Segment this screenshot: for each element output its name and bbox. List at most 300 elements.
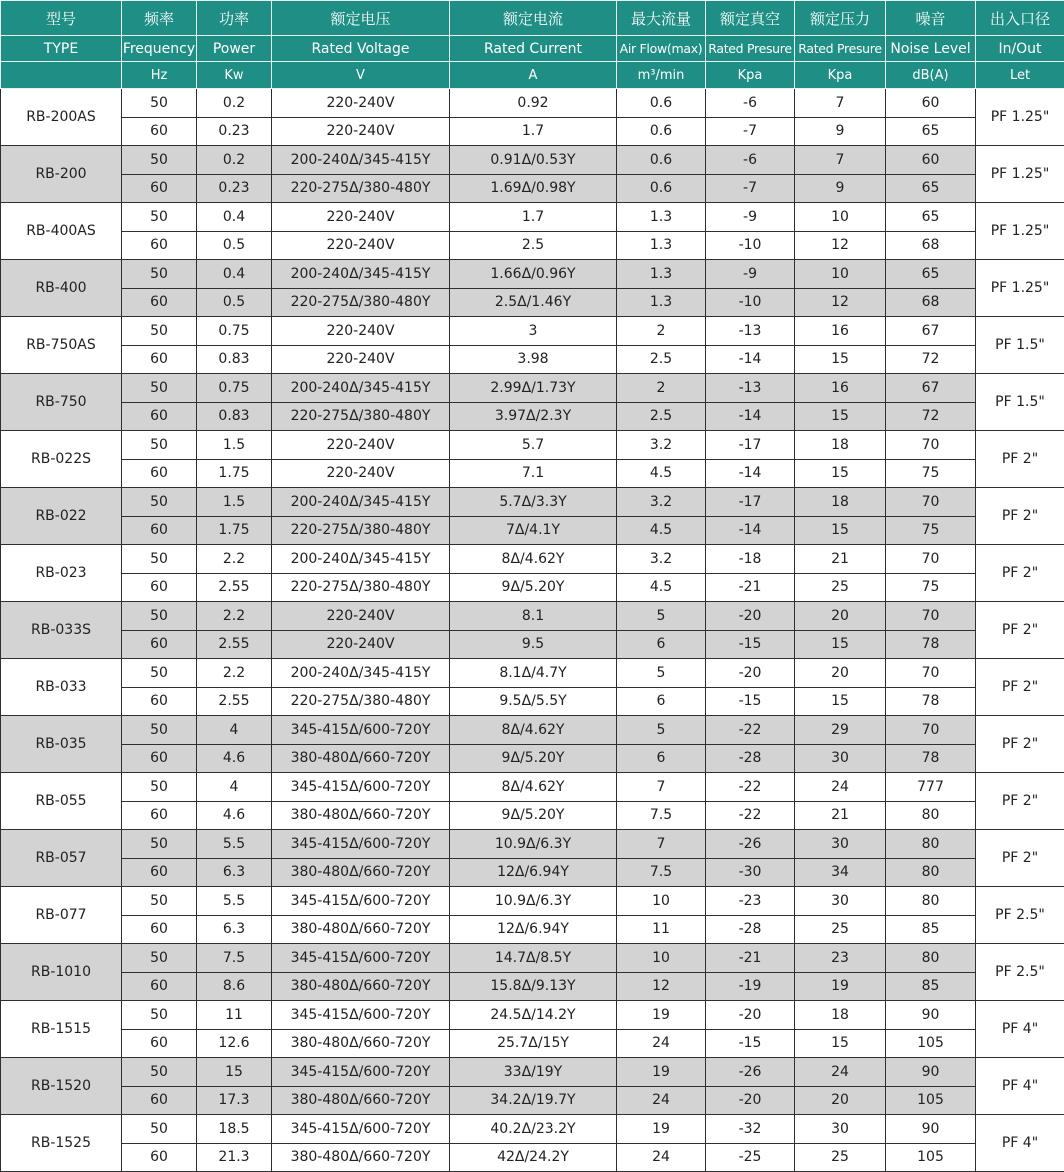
current-cell: 2.5 (450, 231, 617, 260)
airflow-cell: 5 (617, 659, 706, 688)
current-cell: 8.1Δ/4.7Y (450, 659, 617, 688)
inlet-cell: PF 2" (976, 488, 1064, 545)
pressure-cell: 19 (795, 972, 886, 1001)
table-row (1, 602, 1064, 631)
vacuum-cell: -20 (706, 602, 795, 631)
current-cell: 24.5Δ/14.2Y (450, 1001, 617, 1030)
power-cell: 2.55 (197, 630, 272, 659)
pressure-cell: 12 (795, 231, 886, 260)
pressure-cell: 30 (795, 1115, 886, 1144)
header-cn-vacuum: 额定真空 (706, 1, 795, 36)
voltage-cell: 220-240V (272, 231, 450, 260)
pressure-cell: 9 (795, 117, 886, 146)
frequency-cell: 50 (122, 830, 197, 859)
inlet-cell: PF 2.5" (976, 944, 1064, 1001)
airflow-cell: 6 (617, 687, 706, 716)
frequency-cell: 60 (122, 630, 197, 659)
voltage-cell: 200-240Δ/345-415Y (272, 374, 450, 403)
frequency-cell: 50 (122, 944, 197, 973)
model-cell: RB-1520 (1, 1058, 122, 1115)
current-cell: 8.1 (450, 602, 617, 631)
frequency-cell: 50 (122, 203, 197, 232)
vacuum-cell: -19 (706, 972, 795, 1001)
vacuum-cell: -32 (706, 1115, 795, 1144)
noise-cell: 70 (886, 659, 976, 688)
pressure-cell: 18 (795, 1001, 886, 1030)
vacuum-cell: -6 (706, 89, 795, 118)
airflow-cell: 11 (617, 915, 706, 944)
voltage-cell: 380-480Δ/660-720Y (272, 744, 450, 773)
unit-noise: dB(A) (886, 62, 976, 89)
table-row (1, 174, 1064, 203)
current-cell: 33Δ/19Y (450, 1058, 617, 1087)
current-cell: 25.7Δ/15Y (450, 1029, 617, 1058)
vacuum-cell: -15 (706, 687, 795, 716)
frequency-cell: 50 (122, 659, 197, 688)
power-cell: 0.75 (197, 317, 272, 346)
current-cell: 0.91Δ/0.53Y (450, 146, 617, 175)
pressure-cell: 18 (795, 431, 886, 460)
pressure-cell: 12 (795, 288, 886, 317)
header-en-pressure: Rated Presure (795, 36, 886, 62)
current-cell: 7Δ/4.1Y (450, 516, 617, 545)
table-row (1, 488, 1064, 517)
current-cell: 2.5Δ/1.46Y (450, 288, 617, 317)
header-cn-inout: 出入口径 (976, 1, 1064, 36)
vacuum-cell: -22 (706, 773, 795, 802)
pressure-cell: 34 (795, 858, 886, 887)
unit-frequency: Hz (122, 62, 197, 89)
table-row (1, 317, 1064, 346)
frequency-cell: 60 (122, 1086, 197, 1115)
airflow-cell: 2 (617, 317, 706, 346)
current-cell: 3.98 (450, 345, 617, 374)
frequency-cell: 50 (122, 1001, 197, 1030)
airflow-cell: 3.2 (617, 545, 706, 574)
airflow-cell: 4.5 (617, 459, 706, 488)
voltage-cell: 200-240Δ/345-415Y (272, 488, 450, 517)
current-cell: 2.99Δ/1.73Y (450, 374, 617, 403)
table-row (1, 744, 1064, 773)
model-cell: RB-200AS (1, 89, 122, 146)
unit-voltage: V (272, 62, 450, 89)
header-en-inout: In/Out (976, 36, 1064, 62)
pressure-cell: 24 (795, 1058, 886, 1087)
pressure-cell: 29 (795, 716, 886, 745)
vacuum-cell: -22 (706, 801, 795, 830)
pressure-cell: 15 (795, 345, 886, 374)
power-cell: 0.4 (197, 203, 272, 232)
voltage-cell: 380-480Δ/660-720Y (272, 915, 450, 944)
table-row (1, 516, 1064, 545)
frequency-cell: 60 (122, 858, 197, 887)
power-cell: 1.75 (197, 516, 272, 545)
inlet-cell: PF 2" (976, 602, 1064, 659)
inlet-cell: PF 1.25" (976, 260, 1064, 317)
airflow-cell: 24 (617, 1029, 706, 1058)
power-cell: 0.23 (197, 117, 272, 146)
pressure-cell: 15 (795, 402, 886, 431)
airflow-cell: 7 (617, 773, 706, 802)
noise-cell: 72 (886, 345, 976, 374)
table-row (1, 89, 1064, 118)
vacuum-cell: -14 (706, 516, 795, 545)
frequency-cell: 60 (122, 516, 197, 545)
noise-cell: 70 (886, 488, 976, 517)
power-cell: 0.2 (197, 146, 272, 175)
current-cell: 10.9Δ/6.3Y (450, 887, 617, 916)
frequency-cell: 50 (122, 146, 197, 175)
table-row (1, 431, 1064, 460)
power-cell: 2.2 (197, 659, 272, 688)
voltage-cell: 220-240V (272, 203, 450, 232)
airflow-cell: 5 (617, 716, 706, 745)
pressure-cell: 30 (795, 887, 886, 916)
voltage-cell: 200-240Δ/345-415Y (272, 260, 450, 289)
header-cn-type: 型号 (1, 1, 122, 36)
airflow-cell: 0.6 (617, 174, 706, 203)
pressure-cell: 15 (795, 687, 886, 716)
inlet-cell: PF 4" (976, 1115, 1064, 1172)
airflow-cell: 7.5 (617, 801, 706, 830)
pressure-cell: 10 (795, 203, 886, 232)
voltage-cell: 200-240Δ/345-415Y (272, 659, 450, 688)
current-cell: 9Δ/5.20Y (450, 744, 617, 773)
inlet-cell: PF 2" (976, 431, 1064, 488)
power-cell: 5.5 (197, 830, 272, 859)
header-en-current: Rated Current (450, 36, 617, 62)
vacuum-cell: -9 (706, 260, 795, 289)
voltage-cell: 200-240Δ/345-415Y (272, 545, 450, 574)
airflow-cell: 24 (617, 1143, 706, 1172)
noise-cell: 65 (886, 203, 976, 232)
frequency-cell: 60 (122, 174, 197, 203)
table-row (1, 858, 1064, 887)
airflow-cell: 2.5 (617, 402, 706, 431)
vacuum-cell: -17 (706, 431, 795, 460)
header-cn-frequency: 频率 (122, 1, 197, 36)
power-cell: 0.23 (197, 174, 272, 203)
voltage-cell: 345-415Δ/600-720Y (272, 773, 450, 802)
pressure-cell: 20 (795, 659, 886, 688)
vacuum-cell: -26 (706, 1058, 795, 1087)
noise-cell: 72 (886, 402, 976, 431)
model-cell: RB-077 (1, 887, 122, 944)
frequency-cell: 50 (122, 716, 197, 745)
power-cell: 0.4 (197, 260, 272, 289)
vacuum-cell: -7 (706, 174, 795, 203)
inlet-cell: PF 2" (976, 716, 1064, 773)
inlet-cell: PF 1.25" (976, 203, 1064, 260)
voltage-cell: 380-480Δ/660-720Y (272, 972, 450, 1001)
header-cn-pressure: 额定压力 (795, 1, 886, 36)
frequency-cell: 50 (122, 545, 197, 574)
noise-cell: 85 (886, 972, 976, 1001)
noise-cell: 80 (886, 801, 976, 830)
noise-cell: 68 (886, 231, 976, 260)
pressure-cell: 7 (795, 146, 886, 175)
current-cell: 1.69Δ/0.98Y (450, 174, 617, 203)
header-row-english (1, 36, 1064, 62)
noise-cell: 78 (886, 630, 976, 659)
power-cell: 11 (197, 1001, 272, 1030)
voltage-cell: 220-275Δ/380-480Y (272, 174, 450, 203)
model-cell: RB-1010 (1, 944, 122, 1001)
current-cell: 0.92 (450, 89, 617, 118)
frequency-cell: 60 (122, 231, 197, 260)
model-cell: RB-033S (1, 602, 122, 659)
frequency-cell: 50 (122, 89, 197, 118)
airflow-cell: 19 (617, 1001, 706, 1030)
model-cell: RB-1525 (1, 1115, 122, 1172)
voltage-cell: 380-480Δ/660-720Y (272, 1086, 450, 1115)
noise-cell: 70 (886, 716, 976, 745)
airflow-cell: 1.3 (617, 231, 706, 260)
power-cell: 2.2 (197, 545, 272, 574)
current-cell: 8Δ/4.62Y (450, 773, 617, 802)
voltage-cell: 220-240V (272, 117, 450, 146)
vacuum-cell: -28 (706, 915, 795, 944)
power-cell: 21.3 (197, 1143, 272, 1172)
airflow-cell: 10 (617, 944, 706, 973)
power-cell: 0.5 (197, 288, 272, 317)
frequency-cell: 60 (122, 345, 197, 374)
power-cell: 12.6 (197, 1029, 272, 1058)
noise-cell: 67 (886, 317, 976, 346)
voltage-cell: 380-480Δ/660-720Y (272, 858, 450, 887)
unit-type (1, 62, 122, 89)
power-cell: 4.6 (197, 744, 272, 773)
noise-cell: 90 (886, 1001, 976, 1030)
model-cell: RB-750AS (1, 317, 122, 374)
frequency-cell: 50 (122, 374, 197, 403)
voltage-cell: 345-415Δ/600-720Y (272, 944, 450, 973)
power-cell: 2.55 (197, 573, 272, 602)
noise-cell: 60 (886, 146, 976, 175)
pressure-cell: 25 (795, 1143, 886, 1172)
table-row (1, 573, 1064, 602)
current-cell: 3 (450, 317, 617, 346)
header-cn-power: 功率 (197, 1, 272, 36)
noise-cell: 68 (886, 288, 976, 317)
model-cell: RB-055 (1, 773, 122, 830)
power-cell: 2.2 (197, 602, 272, 631)
header-en-frequency: Frequency (122, 36, 197, 62)
model-cell: RB-750 (1, 374, 122, 431)
frequency-cell: 60 (122, 1029, 197, 1058)
vacuum-cell: -20 (706, 659, 795, 688)
table-row (1, 288, 1064, 317)
power-cell: 5.5 (197, 887, 272, 916)
voltage-cell: 220-240V (272, 431, 450, 460)
vacuum-cell: -28 (706, 744, 795, 773)
pressure-cell: 21 (795, 545, 886, 574)
table-row (1, 830, 1064, 859)
current-cell: 12Δ/6.94Y (450, 858, 617, 887)
pressure-cell: 18 (795, 488, 886, 517)
noise-cell: 80 (886, 858, 976, 887)
power-cell: 0.2 (197, 89, 272, 118)
current-cell: 8Δ/4.62Y (450, 716, 617, 745)
table-row (1, 1058, 1064, 1087)
current-cell: 9.5Δ/5.5Y (450, 687, 617, 716)
vacuum-cell: -9 (706, 203, 795, 232)
power-cell: 1.75 (197, 459, 272, 488)
noise-cell: 85 (886, 915, 976, 944)
vacuum-cell: -14 (706, 345, 795, 374)
header-cn-voltage: 额定电压 (272, 1, 450, 36)
header-en-type: TYPE (1, 36, 122, 62)
voltage-cell: 380-480Δ/660-720Y (272, 801, 450, 830)
header-row-chinese (1, 1, 1064, 36)
model-cell: RB-400 (1, 260, 122, 317)
frequency-cell: 50 (122, 260, 197, 289)
noise-cell: 105 (886, 1029, 976, 1058)
vacuum-cell: -21 (706, 944, 795, 973)
frequency-cell: 60 (122, 573, 197, 602)
power-cell: 8.6 (197, 972, 272, 1001)
unit-pressure: Kpa (795, 62, 886, 89)
vacuum-cell: -30 (706, 858, 795, 887)
voltage-cell: 345-415Δ/600-720Y (272, 830, 450, 859)
airflow-cell: 3.2 (617, 488, 706, 517)
noise-cell: 70 (886, 545, 976, 574)
airflow-cell: 1.3 (617, 260, 706, 289)
noise-cell: 65 (886, 260, 976, 289)
pressure-cell: 25 (795, 573, 886, 602)
noise-cell: 105 (886, 1143, 976, 1172)
pressure-cell: 30 (795, 830, 886, 859)
header-en-power: Power (197, 36, 272, 62)
inlet-cell: PF 2" (976, 830, 1064, 887)
inlet-cell: PF 1.25" (976, 89, 1064, 146)
noise-cell: 60 (886, 89, 976, 118)
header-cn-current: 额定电流 (450, 1, 617, 36)
current-cell: 14.7Δ/8.5Y (450, 944, 617, 973)
table-row (1, 944, 1064, 973)
header-cn-airflow: 最大流量 (617, 1, 706, 36)
pressure-cell: 21 (795, 801, 886, 830)
noise-cell: 80 (886, 887, 976, 916)
vacuum-cell: -14 (706, 402, 795, 431)
voltage-cell: 220-240V (272, 89, 450, 118)
current-cell: 9Δ/5.20Y (450, 801, 617, 830)
table-row (1, 203, 1064, 232)
header-cn-noise: 噪音 (886, 1, 976, 36)
current-cell: 9Δ/5.20Y (450, 573, 617, 602)
current-cell: 8Δ/4.62Y (450, 545, 617, 574)
airflow-cell: 3.2 (617, 431, 706, 460)
frequency-cell: 60 (122, 459, 197, 488)
frequency-cell: 50 (122, 317, 197, 346)
current-cell: 5.7 (450, 431, 617, 460)
voltage-cell: 380-480Δ/660-720Y (272, 1143, 450, 1172)
airflow-cell: 5 (617, 602, 706, 631)
power-cell: 7.5 (197, 944, 272, 973)
airflow-cell: 6 (617, 744, 706, 773)
airflow-cell: 2 (617, 374, 706, 403)
pressure-cell: 20 (795, 1086, 886, 1115)
current-cell: 34.2Δ/19.7Y (450, 1086, 617, 1115)
power-cell: 4.6 (197, 801, 272, 830)
power-cell: 17.3 (197, 1086, 272, 1115)
current-cell: 3.97Δ/2.3Y (450, 402, 617, 431)
power-cell: 2.55 (197, 687, 272, 716)
header-en-noise: Noise Level (886, 36, 976, 62)
current-cell: 7.1 (450, 459, 617, 488)
header-en-airflow: Air Flow(max) (617, 36, 706, 62)
pressure-cell: 15 (795, 516, 886, 545)
table-row (1, 1143, 1064, 1172)
vacuum-cell: -7 (706, 117, 795, 146)
vacuum-cell: -14 (706, 459, 795, 488)
voltage-cell: 345-415Δ/600-720Y (272, 1058, 450, 1087)
airflow-cell: 2.5 (617, 345, 706, 374)
table-row (1, 716, 1064, 745)
power-cell: 0.83 (197, 402, 272, 431)
pressure-cell: 9 (795, 174, 886, 203)
pressure-cell: 25 (795, 915, 886, 944)
inlet-cell: PF 4" (976, 1001, 1064, 1058)
current-cell: 15.8Δ/9.13Y (450, 972, 617, 1001)
model-cell: RB-022 (1, 488, 122, 545)
power-cell: 4 (197, 773, 272, 802)
frequency-cell: 60 (122, 915, 197, 944)
unit-vacuum: Kpa (706, 62, 795, 89)
table-row (1, 231, 1064, 260)
pressure-cell: 7 (795, 89, 886, 118)
inlet-cell: PF 4" (976, 1058, 1064, 1115)
vacuum-cell: -10 (706, 288, 795, 317)
vacuum-cell: -17 (706, 488, 795, 517)
frequency-cell: 50 (122, 1058, 197, 1087)
noise-cell: 80 (886, 830, 976, 859)
noise-cell: 78 (886, 687, 976, 716)
noise-cell: 67 (886, 374, 976, 403)
table-row (1, 1115, 1064, 1144)
frequency-cell: 60 (122, 117, 197, 146)
airflow-cell: 10 (617, 887, 706, 916)
header-en-voltage: Rated Voltage (272, 36, 450, 62)
table-row (1, 801, 1064, 830)
frequency-cell: 50 (122, 431, 197, 460)
current-cell: 1.7 (450, 203, 617, 232)
airflow-cell: 19 (617, 1058, 706, 1087)
pressure-cell: 10 (795, 260, 886, 289)
airflow-cell: 12 (617, 972, 706, 1001)
current-cell: 1.66Δ/0.96Y (450, 260, 617, 289)
airflow-cell: 7.5 (617, 858, 706, 887)
table-row (1, 146, 1064, 175)
model-cell: RB-022S (1, 431, 122, 488)
power-cell: 1.5 (197, 431, 272, 460)
voltage-cell: 345-415Δ/600-720Y (272, 1001, 450, 1030)
table-row (1, 887, 1064, 916)
inlet-cell: PF 1.25" (976, 146, 1064, 203)
airflow-cell: 4.5 (617, 516, 706, 545)
voltage-cell: 200-240Δ/345-415Y (272, 146, 450, 175)
unit-current: A (450, 62, 617, 89)
table-row (1, 687, 1064, 716)
vacuum-cell: -22 (706, 716, 795, 745)
airflow-cell: 1.3 (617, 203, 706, 232)
airflow-cell: 0.6 (617, 146, 706, 175)
table-row (1, 345, 1064, 374)
unit-inout: Let (976, 62, 1064, 89)
pressure-cell: 15 (795, 630, 886, 659)
current-cell: 5.7Δ/3.3Y (450, 488, 617, 517)
frequency-cell: 60 (122, 1143, 197, 1172)
